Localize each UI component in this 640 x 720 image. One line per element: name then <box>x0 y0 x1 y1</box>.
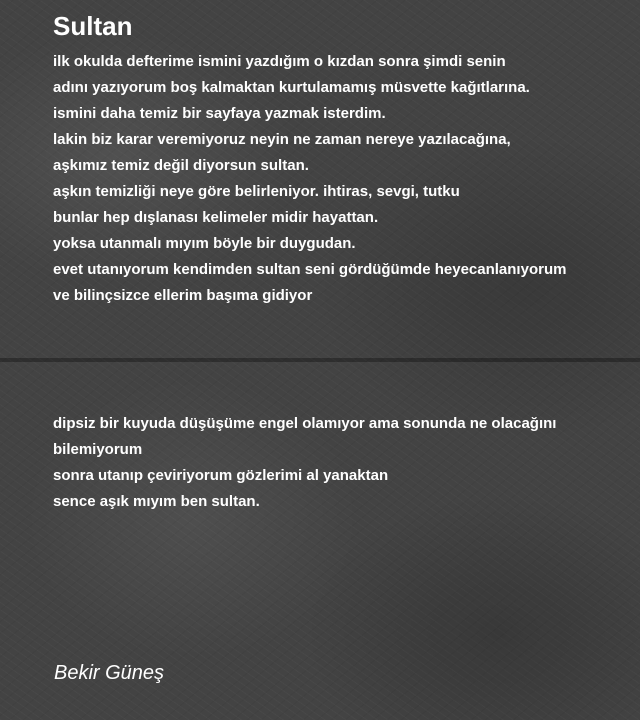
poem-line: yoksa utanmalı mıyım böyle bir duygudan. <box>53 235 356 252</box>
poem-line: ve bilinçsizce ellerim başıma gidiyor <box>53 287 313 304</box>
poem-line: bilemiyorum <box>53 441 143 458</box>
poem-line: adını yazıyorum boş kalmaktan kurtulamamış müsvette kağıtlarına. <box>53 79 530 96</box>
poem-title: Sultan <box>53 11 133 41</box>
poem-line: sonra utanıp çeviriyorum gözlerimi al yanaktan <box>53 467 389 484</box>
poem-line: lakin biz karar veremiyoruz neyin ne zaman nereye yazılacağına, <box>53 131 511 148</box>
panel-divider <box>0 358 640 362</box>
poem-line: sence aşık mıyım ben sultan. <box>53 493 260 510</box>
poem-line: aşkın temizliği neye göre belirleniyor. ihtiras, sevgi, tutku <box>53 183 460 200</box>
stanza-2 <box>53 411 623 515</box>
stanza-1 <box>53 49 623 309</box>
poem-line: ilk okulda defterime ismini yazdığım o kızdan sonra şimdi senin <box>53 53 506 70</box>
poem-line: ismini daha temiz bir sayfaya yazmak isterdim. <box>53 105 386 122</box>
poem-line: dipsiz bir kuyuda düşüşüme engel olamıyor ama sonunda ne olacağını <box>53 415 557 432</box>
poem-line: bunlar hep dışlanası kelimeler midir hayattan. <box>53 209 379 226</box>
poem-author: Bekir Güneş <box>54 662 165 684</box>
poem-line: aşkımız temiz değil diyorsun sultan. <box>53 157 309 174</box>
poem-line: evet utanıyorum kendimden sultan seni gördüğümde heyecanlanıyorum <box>53 261 567 278</box>
